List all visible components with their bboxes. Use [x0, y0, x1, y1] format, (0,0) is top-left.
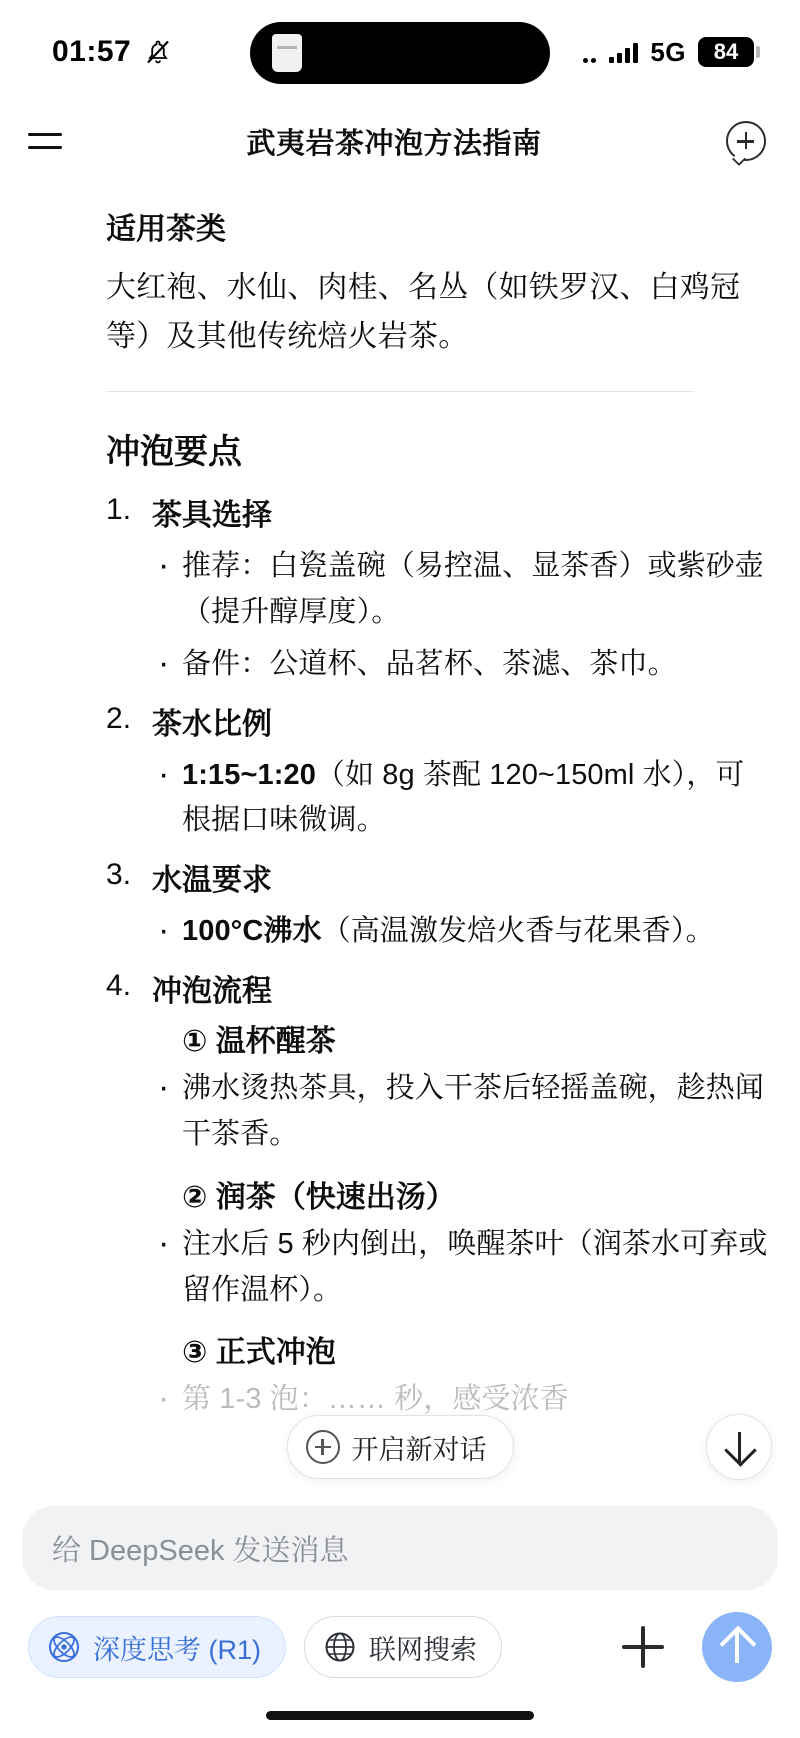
list-item: · 推荐：白瓷盖碗（易控温、显茶香）或紫砂壶（提升醇厚度）。: [152, 544, 770, 636]
section-heading-key-points: 冲泡要点: [106, 433, 242, 472]
signal-bars-icon: [609, 41, 638, 63]
arrow-up-icon: [735, 1631, 739, 1663]
list-item: [106, 702, 770, 845]
dynamic-island: [250, 22, 550, 84]
deep-think-label: 深度思考 (R1): [93, 1634, 261, 1665]
bullet-text: （高温激发焙火香与花果香）。: [321, 915, 715, 948]
arrow-down-icon: [738, 1432, 741, 1462]
bullet-text: （如 8g 茶配 120~150ml 水），可根据口味微调。: [182, 758, 745, 837]
bullet-strong: 1:15~1:20: [182, 758, 316, 791]
plus-circle-icon: [306, 1430, 340, 1464]
section-heading-tea-types: 适用茶类: [106, 213, 226, 246]
network-label: 5G: [650, 36, 686, 67]
step-title: 冲泡流程: [152, 975, 272, 1009]
list-item: · 沸水烫热茶具，投入干茶后轻摇盖碗，趁热闻干茶香。: [152, 1066, 770, 1158]
message-input-placeholder: 给 DeepSeek 发送消息: [52, 1534, 349, 1567]
home-indicator: [0, 1692, 800, 1738]
bullet-list: [152, 909, 770, 955]
scroll-to-bottom-button[interactable]: [706, 1414, 772, 1480]
list-item: [152, 909, 770, 955]
bullet-list: [152, 1222, 770, 1314]
bullet-list: [152, 1066, 770, 1158]
list-item: [106, 493, 770, 687]
list-item: · 注水后 5 秒内倒出，唤醒茶叶（润茶水可弃或留作温杯）。: [152, 1222, 770, 1314]
section-divider: [106, 391, 694, 392]
globe-icon: [323, 1630, 357, 1664]
status-right: [583, 37, 754, 68]
app-header: [0, 104, 800, 178]
article-content[interactable]: [0, 178, 800, 1492]
attach-plus-icon[interactable]: [618, 1622, 668, 1672]
step-title: 茶具选择: [152, 499, 272, 533]
send-button[interactable]: [702, 1612, 772, 1682]
new-chat-icon[interactable]: [726, 121, 766, 161]
substep-label: ① 温杯醒茶: [182, 1025, 336, 1059]
hamburger-icon[interactable]: [28, 126, 68, 156]
web-search-toggle[interactable]: [304, 1616, 502, 1678]
list-item: · 备件：公道杯、品茗杯、茶滤、茶巾。: [152, 642, 770, 688]
flashlight-icon: [272, 34, 302, 72]
list-item: · 第 1-3 泡：…… 秒，感受浓香: [152, 1377, 770, 1423]
message-input[interactable]: [22, 1506, 778, 1590]
substep-label: ② 润茶（快速出汤）: [182, 1180, 456, 1214]
web-search-label: 联网搜索: [369, 1634, 477, 1665]
step-title: 水温要求: [152, 864, 272, 898]
signal-dots-icon: [583, 41, 596, 63]
status-time: 01:57: [52, 35, 132, 68]
bell-muted-icon: [145, 38, 171, 66]
bullet-strong: 100°C沸水: [182, 915, 322, 948]
page-title: 武夷岩茶冲泡方法指南: [246, 127, 542, 160]
list-item: [106, 858, 770, 955]
atom-icon: [47, 1630, 81, 1664]
bullet-list: [152, 544, 770, 687]
section-body-tea-types: 大红袍、水仙、肉桂、名丛（如铁罗汉、白鸡冠等）及其他传统焙火岩茶。: [106, 271, 741, 353]
list-item: [106, 969, 770, 1423]
new-conversation-button[interactable]: [287, 1415, 514, 1479]
steps-list: [106, 493, 770, 1423]
status-left: [52, 35, 171, 69]
list-item: [152, 753, 770, 845]
composer-toolbar: [22, 1590, 778, 1692]
substep-label: ③ 正式冲泡: [182, 1336, 336, 1370]
bullet-list: [152, 753, 770, 845]
new-conversation-label: 开启新对话: [351, 1434, 487, 1465]
deep-think-toggle[interactable]: [28, 1616, 286, 1678]
status-bar: [0, 0, 800, 104]
step-title: 茶水比例: [152, 707, 272, 741]
battery-indicator: 84: [698, 37, 754, 67]
composer: [0, 1492, 800, 1692]
